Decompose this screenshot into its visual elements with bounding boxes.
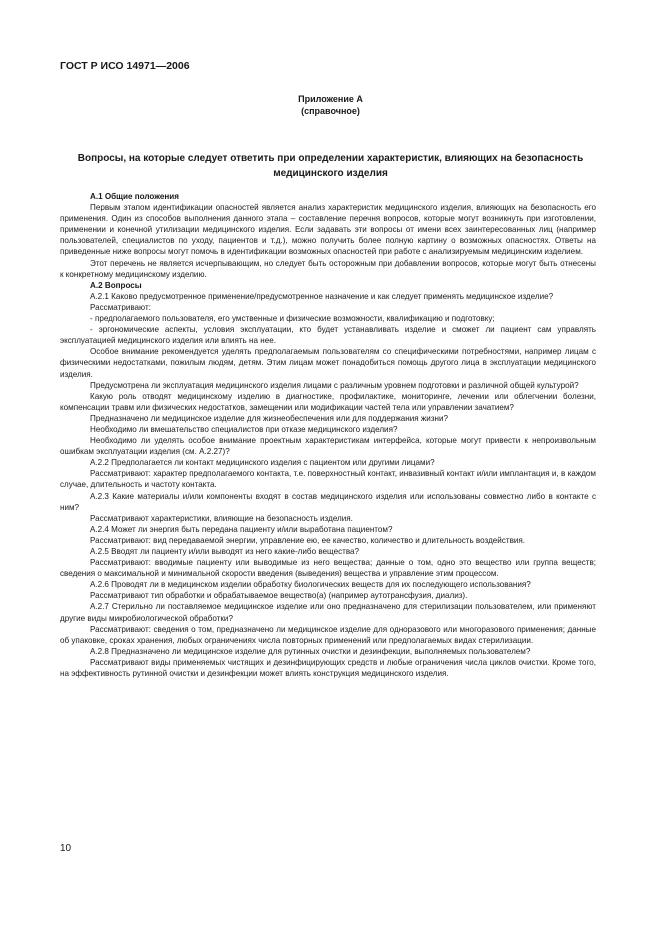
paragraph: Рассматривают виды применяемых чистящих и дезинфицирующих средств и любые ограничения числа циклов очистки. Кроме того, на эффективность рутинной очистки и дезинфекции может влиять конструкция медицинского изделия.: [60, 657, 596, 679]
paragraph: Особое внимание рекомендуется уделять предполагаемым пользователям со специфическими потребностями, например лицам с физическими недостатками, пожилым людям, детям. Этим лицам может понадобиться помощь другого лица в эксплуатации медицинского изделия.: [60, 347, 596, 379]
paragraph: А.2.6 Проводят ли в медицинском изделии обработку биологических веществ для их последующего использования?: [90, 580, 531, 590]
paragraph: Рассматривают: характер предполагаемого контакта, т.е. поверхностный контакт, инвазивный контакт и/или имплантация и, в каждом случае, длительность и частоту контакта.: [60, 469, 596, 490]
paragraph: А.2.8 Предназначено ли медицинское изделие для рутинных очистки и дезинфекции, выполняемых пользователем?: [90, 646, 531, 656]
body-text: [60, 191, 596, 679]
paragraph: Рассматривают тип обработки и обрабатываемое вещество(а) (например аутотрансфузия, диализ).: [90, 591, 468, 601]
paragraph: А.2.7 Стерильно ли поставляемое медицинское изделие или оно предназначено для стерилизации пользователем, или применяют другие виды микробиологической обработки?: [60, 602, 596, 623]
paragraph: А.2.5 Вводят ли пациенту и/или выводят из него какие-либо вещества?: [90, 547, 360, 556]
page-number: 10: [60, 843, 72, 854]
paragraph: Какую роль отводят медицинскому изделию в диагностике, профилактике, мониторинге, лечении или облегчении болезни, компенсации травм или физических недостатков, замещении или модификации частей тела или управлении зачатием?: [60, 391, 596, 412]
paragraph: А.2.3 Какие материалы и/или компоненты входят в состав медицинского изделия или использованы совместно либо в контакте с ним?: [60, 491, 596, 512]
paragraph: Предназначено ли медицинское изделие для жизнеобеспечения или для поддержания жизни?: [90, 413, 449, 423]
section-title: Вопросы, на которые следует ответить при определении характеристик, влияющих на безопасность медицинского изделия: [77, 153, 584, 179]
paragraph: - эргономические аспекты, условия эксплуатации, кто будет устанавливать изделие и сможет ли пациент сам управлять эксплуатацией медицинского изделия или влиять на нее.: [60, 325, 596, 346]
subsection-heading: А.2 Вопросы: [90, 280, 142, 290]
paragraph: А.2.2 Предполагается ли контакт медицинского изделия с пациентом или другими лицами?: [90, 458, 435, 468]
document-header: ГОСТ Р ИСО 14971—2006: [60, 60, 190, 72]
paragraph: Первым этапом идентификации опасностей является анализ характеристик медицинского изделия, влияющих на безопасность его применения. Один из способов выполнения данного этапа – составление перечня вопросов, которые могут возникнуть при изготовлении, применении и конечной утилизации медицинского изделия. Если задавать эти вопросы от имени всех заинтересованных лиц (например пользователей, специалистов по уходу, пациентов и т.д.), можно получить более полную картину о возможных опасностях. Ответы на приведенные ниже вопросы могут помочь в идентификации возможных опасностей при работе с анализируемым медицинским изделием.: [60, 203, 596, 257]
paragraph: Рассматривают: вид передаваемой энергии, управление ею, ее качество, количество и длительность воздействия.: [90, 535, 526, 545]
paragraph: Этот перечень не является исчерпывающим, но следует быть осторожным при добавлении вопросов, которые могут быть отнесены к конкретному медицинскому изделию.: [60, 258, 596, 279]
appendix-title: Приложение А: [298, 94, 363, 104]
subsection-heading: А.1 Общие положения: [90, 192, 179, 201]
paragraph: Рассматривают: сведения о том, предназначено ли медицинское изделие для одноразового или многоразового применения; данные об упаковке, сроках хранения, любых ограничениях числа повторных применений или предполагаемых видах стерилизации.: [60, 624, 596, 645]
appendix-subtitle: (справочное): [301, 106, 360, 116]
paragraph: А.2.1 Каково предусмотренное применение/предусмотренное назначение и как следует применять медицинское изделие?: [90, 291, 554, 301]
paragraph: Рассматривают характеристики, влияющие на безопасность изделия.: [90, 513, 353, 523]
paragraph: Необходимо ли вмешательство специалистов при отказе медицинского изделия?: [90, 424, 398, 434]
paragraph: - предполагаемого пользователя, его умственные и физические возможности, квалификацию и подготовку;: [90, 314, 495, 324]
paragraph: Рассматривают:: [90, 302, 151, 312]
paragraph: Рассматривают: вводимые пациенту или выводимые из него вещества; данные о том, одно это вещество или группа веществ; сведения о максимальной и минимальной скорости введения (выведения) вещества и управление этим процессом.: [60, 558, 596, 579]
paragraph: Необходимо ли уделять особое внимание проектным характеристикам интерфейса, которые могут привести к непроизвольным ошибкам эксплуатации изделия (см. А.2.27)?: [60, 436, 596, 457]
paragraph: А.2.4 Может ли энергия быть передана пациенту и/или выработана пациентом?: [90, 524, 393, 534]
paragraph: Предусмотрена ли эксплуатация медицинского изделия лицами с различным уровнем подготовки и различной общей культурой?: [90, 380, 579, 390]
